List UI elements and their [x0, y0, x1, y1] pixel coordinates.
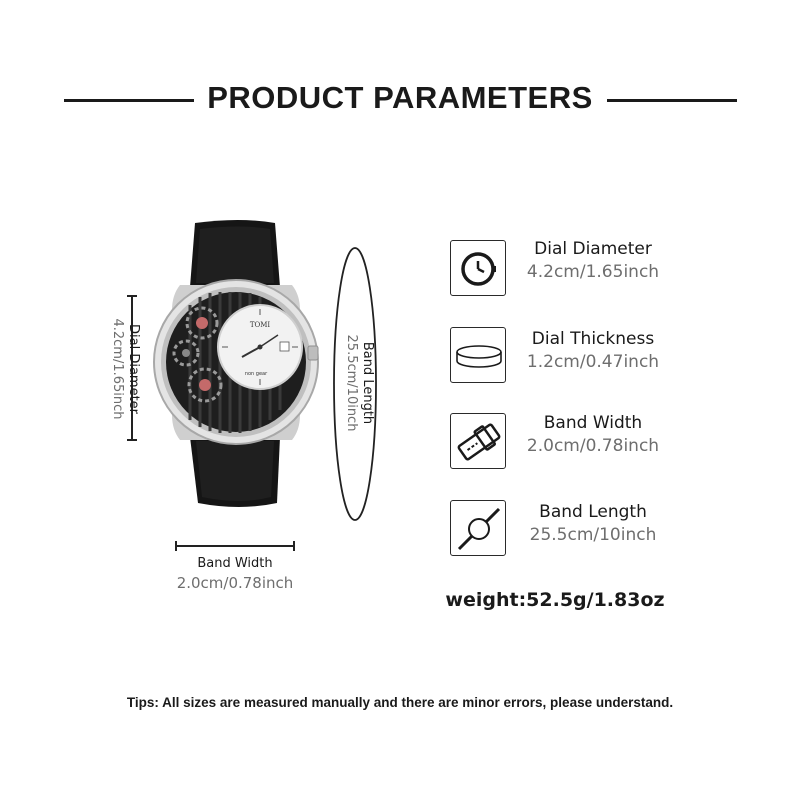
band-buckle-icon: [451, 414, 507, 470]
band-length-icon: [451, 501, 507, 557]
band-width-dimension-label: Band Width: [197, 556, 273, 571]
spec-label-band-length: Band Length: [539, 502, 647, 522]
header-line-right: [607, 99, 737, 102]
dial-diameter-dimension-label: Dial Diameter: [126, 323, 141, 415]
band-width-dimension-line: [174, 538, 296, 554]
page-title: PRODUCT PARAMETERS: [207, 80, 593, 115]
band-length-dimension-text: [339, 308, 375, 458]
spec-value-dial-diameter: 4.2cm/1.65inch: [526, 262, 660, 282]
watch-brand: TOMI: [249, 321, 271, 329]
spec-value-band-length: 25.5cm/10inch: [529, 525, 657, 545]
tips-text: Tips: All sizes are measured manually and there are minor errors, please understand.: [126, 695, 674, 710]
watch-dial-text: non gear: [244, 371, 268, 377]
band-length-dimension-label: Band Length: [360, 341, 375, 425]
dial-diameter-dimension-text: [105, 294, 141, 444]
header-line-left: [64, 99, 194, 102]
weight-text: weight:52.5g/1.83oz: [445, 589, 665, 611]
spec-label-dial-diameter: Dial Diameter: [534, 239, 652, 259]
spec-label-dial-thickness: Dial Thickness: [531, 329, 655, 349]
band-length-dimension-value: 25.5cm/10inch: [344, 334, 359, 432]
disc-thickness-icon: [451, 328, 507, 384]
spec-value-dial-thickness: 1.2cm/0.47inch: [526, 352, 660, 372]
spec-icon-box-band-length: [450, 500, 506, 556]
watch-image: [150, 215, 330, 515]
spec-icon-box-band-width: [450, 413, 506, 469]
band-width-dimension-value: 2.0cm/0.78inch: [176, 574, 294, 592]
watch-icon: [451, 241, 507, 297]
dial-diameter-dimension-value: 4.2cm/1.65inch: [110, 318, 125, 420]
spec-label-band-width: Band Width: [543, 413, 643, 433]
spec-icon-box-dial-diameter: [450, 240, 506, 296]
spec-value-band-width: 2.0cm/0.78inch: [526, 436, 660, 456]
spec-icon-box-dial-thickness: [450, 327, 506, 383]
